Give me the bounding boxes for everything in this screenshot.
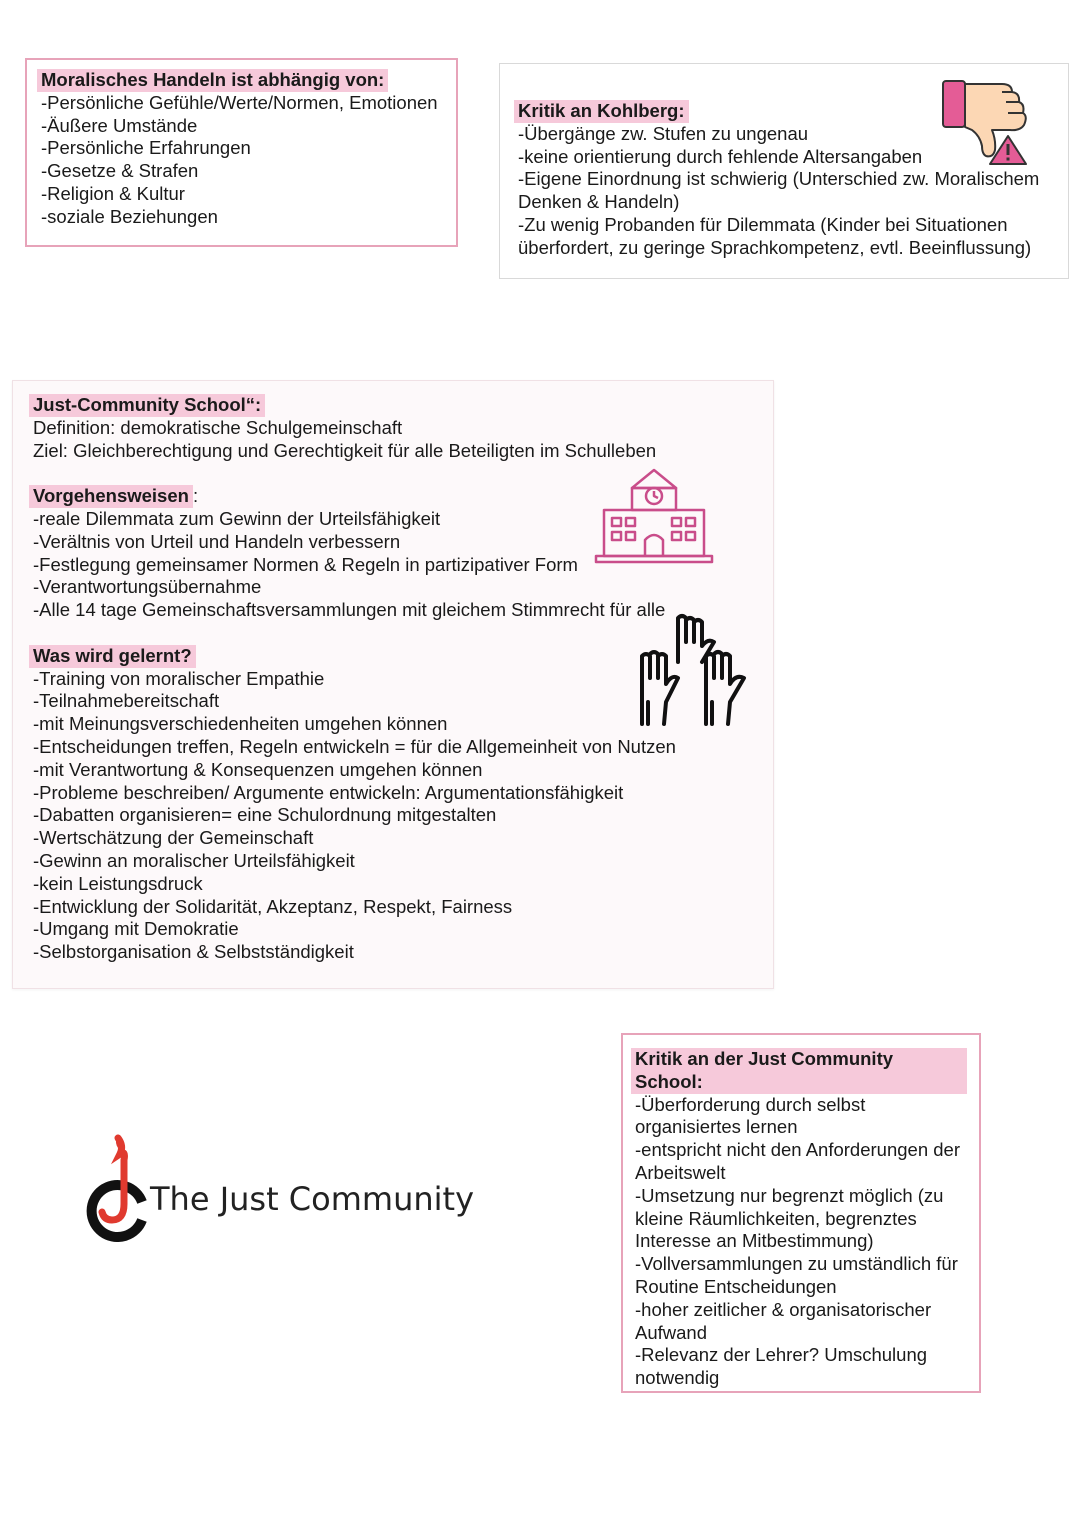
learned-item: -kein Leistungsdruck <box>33 872 203 894</box>
kohlberg-critique-title: Kritik an Kohlberg: <box>514 100 689 123</box>
kohlberg-critique-item: -keine orientierung durch fehlende Altersangaben <box>518 145 923 167</box>
moral-action-item: -Persönliche Gefühle/Werte/Normen, Emotionen <box>41 91 438 113</box>
thumbs-down-warning-icon <box>940 78 1030 168</box>
approach-item: -Alle 14 tage Gemeinschaftsversammlungen mit gleichem Stimmrecht für alle <box>33 599 666 621</box>
kohlberg-critique-item: Denken & Handeln) <box>518 191 680 213</box>
just-community-goal: Ziel: Gleichberechtigung und Gerechtigkeit für alle Beteiligten im Schulleben <box>33 439 657 461</box>
moral-action-item: -soziale Beziehungen <box>41 205 218 227</box>
raised-hands-icon <box>636 612 754 726</box>
kohlberg-critique-item: -Eigene Einordnung ist schwierig (Unterschied zw. Moralischem <box>518 168 1040 190</box>
just-community-logo <box>84 1132 504 1242</box>
learned-item: -Probleme beschreiben/ Argumente entwickeln: Argumentationsfähigkeit <box>33 781 624 803</box>
jcs-critique-item: -hoher zeitlicher & organisatorischer Aufwand <box>635 1298 932 1343</box>
jcs-critique-item: -Relevanz der Lehrer? Umschulung notwendig <box>635 1344 928 1389</box>
learned-title: Was wird gelernt? <box>29 645 196 668</box>
learned-item: -Entwicklung der Solidarität, Akzeptanz, Respekt, Fairness <box>33 895 513 917</box>
moral-action-title: Moralisches Handeln ist abhängig von: <box>37 69 388 92</box>
jcs-critique-item: -Überforderung durch selbst organisiertes lernen <box>635 1093 866 1138</box>
school-building-icon <box>594 468 714 564</box>
kohlberg-critique-item: -Übergänge zw. Stufen zu ungenau <box>518 122 809 144</box>
approaches-title: Vorgehensweisen <box>29 485 193 508</box>
learned-item: -mit Meinungsverschiedenheiten umgehen können <box>33 713 448 735</box>
learned-item: -Teilnahmebereitschaft <box>33 690 220 712</box>
kohlberg-critique-item: -Zu wenig Probanden für Dilemmata (Kinder bei Situationen <box>518 213 1008 235</box>
jcs-critique-item: -entspricht nicht den Anforderungen der Arbeitswelt <box>635 1139 960 1183</box>
jcs-critique-item: -Vollversammlungen zu umständlich für Routine Entscheidungen <box>635 1253 958 1297</box>
learned-item: -Selbstorganisation & Selbstständigkeit <box>33 941 354 963</box>
approach-item: -Festlegung gemeinsamer Normen & Regeln in partizipativer Form <box>33 553 578 575</box>
moral-action-item: -Gesetze & Strafen <box>41 160 199 182</box>
approach-item: -Verantwortungsübernahme <box>33 576 262 598</box>
moral-action-card <box>25 58 458 247</box>
learned-item: -mit Verantwortung & Konsequenzen umgehen können <box>33 758 483 780</box>
just-community-definition: Definition: demokratische Schulgemeinschaft <box>33 416 403 438</box>
moral-action-item: -Persönliche Erfahrungen <box>41 137 251 159</box>
approach-item: -Verältnis von Urteil und Handeln verbessern <box>33 530 401 552</box>
just-community-logo-icon <box>84 1132 154 1242</box>
learned-item: -Dabatten organisieren= eine Schulordnung mitgestalten <box>33 804 497 826</box>
moral-action-item: -Religion & Kultur <box>41 182 185 204</box>
learned-item: -Umgang mit Demokratie <box>33 918 239 940</box>
learned-item: -Entscheidungen treffen, Regeln entwickeln = für die Allgemeinheit von Nutzen <box>33 735 676 757</box>
jcs-critique-card <box>621 1033 981 1393</box>
jcs-critique-item: -Umsetzung nur begrenzt möglich (zu kleine Räumlichkeiten, begrenztes Interesse an Mitbestimmung) <box>635 1184 944 1252</box>
logo-text: The Just Community <box>150 1180 474 1218</box>
moral-action-item: -Äußere Umstände <box>41 114 198 136</box>
approach-item: -reale Dilemmata zum Gewinn der Urteilsfähigkeit <box>33 507 441 529</box>
learned-item: -Wertschätzung der Gemeinschaft <box>33 827 314 849</box>
approaches-colon: : <box>192 485 199 507</box>
jcs-critique-title: Kritik an der Just Community School: <box>631 1048 967 1094</box>
learned-item: -Gewinn an moralischer Urteilsfähigkeit <box>33 849 355 871</box>
just-community-title: Just-Community School“: <box>29 394 265 417</box>
learned-item: -Training von moralischer Empathie <box>33 667 325 689</box>
kohlberg-critique-item: überfordert, zu geringe Sprachkompetenz, evtl. Beeinflussung) <box>518 236 1032 258</box>
